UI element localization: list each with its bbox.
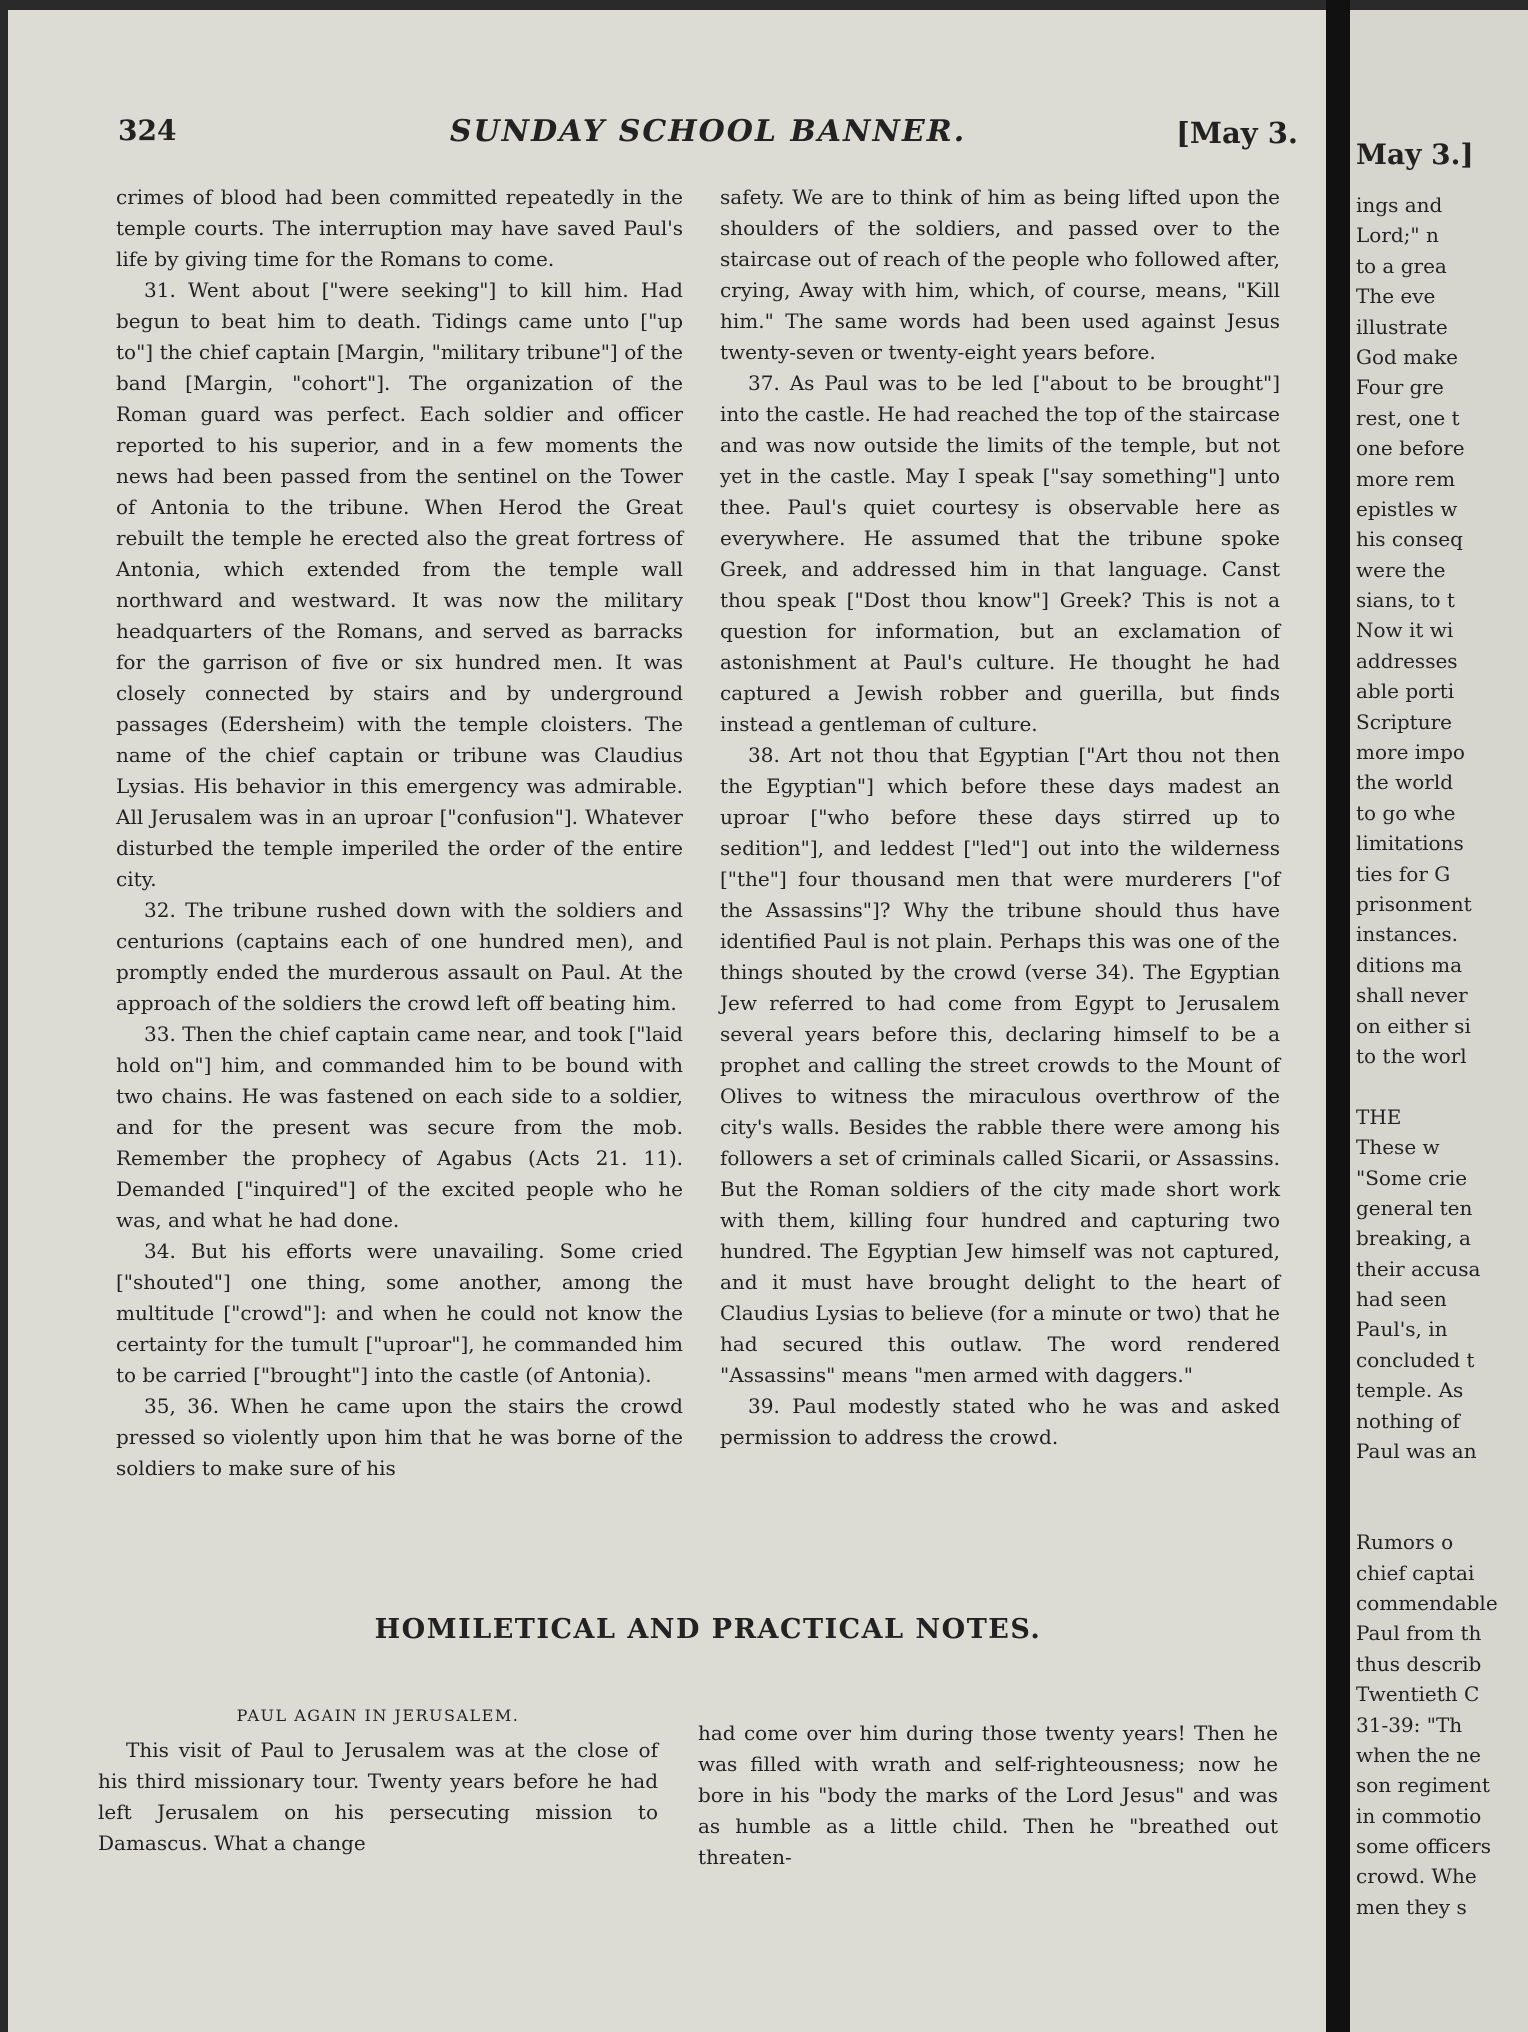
right-page-line: to the worl [1356, 1043, 1467, 1068]
paragraph: 37. As Paul was to be led ["about to be brought"] into the castle. He had reached the top of the staircase and was now outside the limits of the temple, but not yet in the castle. May I speak ["say something"] unto thee. Paul's quiet courtesy is observable here as everywhere. He assumed that the tribune spoke Greek, and addressed him in that language. Canst thou speak ["Dost thou know"] Greek? This is not a question for information, but an exclamation of astonishment at Paul's culture. He thought he had captured a Jewish robber and guerilla, but finds instead a gentleman of culture. [720, 371, 1280, 736]
right-page-line: able porti [1356, 679, 1455, 704]
right-page-line: Four gre [1356, 375, 1444, 400]
running-date: [May 3. [1176, 116, 1298, 150]
right-page-line: Paul's, in [1356, 1317, 1448, 1342]
right-page-line: Rumors o [1356, 1530, 1454, 1555]
right-page-line: ditions ma [1356, 952, 1463, 977]
right-page-line: chief captai [1356, 1560, 1475, 1585]
column-d [698, 1718, 1278, 1873]
right-page-line: general ten [1356, 1195, 1473, 1220]
left-page [8, 10, 1340, 2032]
right-page-line: 31-39: "Th [1356, 1712, 1463, 1737]
paragraph: 34. But his efforts were unavailing. Some cried ["shouted"] one thing, some another, among the multitude ["crowd"]: and when he could not know the certainty for the tumult ["uproar"], he commanded him to be carried ["brought"] into the castle (of Antonia). [116, 1239, 683, 1387]
right-page-line: one before [1356, 436, 1465, 461]
right-page-line: breaking, a [1356, 1226, 1471, 1251]
right-page-line: limitations [1356, 831, 1464, 856]
right-page-line: thus describ [1356, 1651, 1482, 1676]
right-page-line: commendable [1356, 1590, 1498, 1615]
right-page-line [1356, 1071, 1528, 1101]
right-page-line: his conseq [1356, 527, 1463, 552]
right-page-line: addresses [1356, 648, 1458, 673]
right-page [1350, 10, 1528, 2032]
paragraph: 33. Then the chief captain came near, and took ["laid hold on"] him, and commanded him to be bound with two chains. He was fastened on each side to a soldier, and for the present was secure from the mob. Remember the prophecy of Agabus (Acts 21. 11). Demanded ["inquired"] of the excited people who he was, and what he had done. [116, 1022, 683, 1232]
paragraph: 35, 36. When he came upon the stairs the crowd pressed so violently upon him that he was borne of the soldiers to make sure of his [116, 1394, 683, 1480]
paragraph: This visit of Paul to Jerusalem was at the close of his third missionary tour. Twenty years before he had left Jerusalem on his persecuting mission to Damascus. What a change [98, 1738, 658, 1855]
right-page-line: when the ne [1356, 1742, 1481, 1767]
section-heading: HOMILETICAL AND PRACTICAL NOTES. [374, 1614, 1042, 1645]
right-page-line: crowd. Whe [1356, 1864, 1477, 1889]
right-page-line: their accusa [1356, 1256, 1481, 1281]
subheading: PAUL AGAIN IN JERUSALEM. [236, 1706, 520, 1725]
right-page-line: nothing of [1356, 1408, 1460, 1433]
right-page-line: more rem [1356, 466, 1456, 491]
right-page-line: illustrate [1356, 314, 1448, 339]
right-page-line: Paul from th [1356, 1621, 1482, 1646]
right-page-line: Paul was an [1356, 1439, 1477, 1464]
right-page-line: sians, to t [1356, 588, 1455, 613]
paragraph: 39. Paul modestly stated who he was and asked permission to address the crowd. [720, 1394, 1280, 1449]
right-page-line: rest, one t [1356, 405, 1460, 430]
right-page-header: May 3.] [1356, 138, 1474, 171]
right-page-line: ings and [1356, 193, 1443, 217]
right-page-line: God make [1356, 344, 1459, 369]
right-page-line: the world [1356, 770, 1454, 795]
right-page-line [1356, 1497, 1528, 1527]
column-a [116, 182, 683, 1484]
right-page-line: had seen [1356, 1287, 1447, 1312]
right-page-line: epistles w [1356, 496, 1458, 521]
paragraph: crimes of blood had been committed repeatedly in the temple courts. The interruption may have saved Paul's life by giving time for the Romans to come. [116, 185, 683, 271]
right-page-line: prisonment [1356, 891, 1472, 916]
right-page-line [1356, 1466, 1528, 1496]
right-page-line: shall never [1356, 983, 1468, 1008]
running-title: SUNDAY SCHOOL BANNER. [449, 114, 967, 149]
right-page-line: Twentieth C [1356, 1682, 1480, 1707]
column-b [720, 182, 1280, 1453]
right-page-line: to a grea [1356, 253, 1447, 278]
paragraph: had come over him during those twenty years! Then he was filled with wrath and self-righteousness; now he bore in his "body the marks of the Lord Jesus" and was as humble as a little child. Then he "breathed out threaten- [698, 1721, 1278, 1869]
right-page-line: Scripture [1356, 709, 1452, 734]
page-header [118, 114, 1298, 164]
right-page-line: more impo [1356, 740, 1465, 765]
right-page-line: ties for G [1356, 861, 1451, 886]
right-page-line: These w [1356, 1135, 1440, 1160]
paragraph: 31. Went about ["were seeking"] to kill him. Had begun to beat him to death. Tidings came unto ["up to"] the chief captain [Margin, "military tribune"] of the band [Margin, "cohort"]. The organization of the Roman guard was perfect. Each soldier and officer reported to his superior, and in a few moments the news had been passed from the sentinel on the Tower of Antonia to the tribune. When Herod the Great rebuilt the temple he erected also the great fortress of Antonia, which extended from the temple wall northward and westward. It was now the military headquarters of the Romans, and served as barracks for the garrison of five or six hundred men. It was closely connected by stairs and by underground passages (Edersheim) with the temple cloisters. The name of the chief captain or tribune was Claudius Lysias. His behavior in this emergency was admirable. All Jerusalem was in an uproar ["confusion"]. Whatever disturbed the temple imperiled the order of the entire city. [116, 278, 683, 891]
right-page-line: Lord;" n [1356, 223, 1439, 248]
right-page-line: to go whe [1356, 800, 1456, 825]
right-page-text [1356, 190, 1528, 1922]
right-page-line: Now it wi [1356, 618, 1454, 643]
right-page-line: on either si [1356, 1013, 1471, 1038]
right-page-line: "Some crie [1356, 1165, 1468, 1190]
right-page-line: in commotio [1356, 1803, 1482, 1828]
right-page-line: were the [1356, 557, 1446, 582]
column-c [98, 1700, 658, 1859]
paragraph: 32. The tribune rushed down with the soldiers and centurions (captains each of one hundred men), and promptly ended the murderous assault on Paul. At the approach of the soldiers the crowd left off beating him. [116, 898, 683, 1015]
right-page-line: temple. As [1356, 1378, 1464, 1403]
right-page-line: instances. [1356, 922, 1459, 947]
right-page-line: THE [1356, 1104, 1402, 1129]
right-page-line: The eve [1356, 284, 1436, 309]
page-number: 324 [118, 114, 177, 147]
page-gutter [1326, 0, 1350, 2032]
right-page-line: men they s [1356, 1894, 1467, 1919]
right-page-line: son regiment [1356, 1773, 1490, 1798]
paragraph: 38. Art not thou that Egyptian ["Art thou not then the Egyptian"] which before these days madest an uproar ["who before these days stirred up to sedition"], and leddest ["led"] out into the wilderness ["the"] four thousand men that were murderers ["of the Assassins"]? Why the tribune should thus have identified Paul is not plain. Perhaps this was one of the things shouted by the crowd (verse 34). The Egyptian Jew referred to had come from Egypt to Jerusalem several years before this, declaring himself to be a prophet and calling the street crowds to the Mount of Olives to witness the miraculous overthrow of the city's walls. Besides the rabble there were among his followers a set of criminals called Sicarii, or Assassins. But the Roman soldiers of the city made short work with them, killing four hundred and capturing two hundred. The Egyptian Jew himself was not captured, and it must have brought delight to the heart of Claudius Lysias to believe (for a minute or two) that he had secured this outlaw. The word rendered "Assassins" means "men armed with daggers." [720, 743, 1280, 1387]
right-page-line: some officers [1356, 1834, 1491, 1859]
right-page-line: concluded t [1356, 1347, 1475, 1372]
paragraph: safety. We are to think of him as being lifted upon the shoulders of the soldiers, and passed over to the staircase out of reach of the people who followed after, crying, Away with him, which, of course, means, "Kill him." The same words had been used against Jesus twenty-seven or twenty-eight years before. [720, 185, 1280, 364]
